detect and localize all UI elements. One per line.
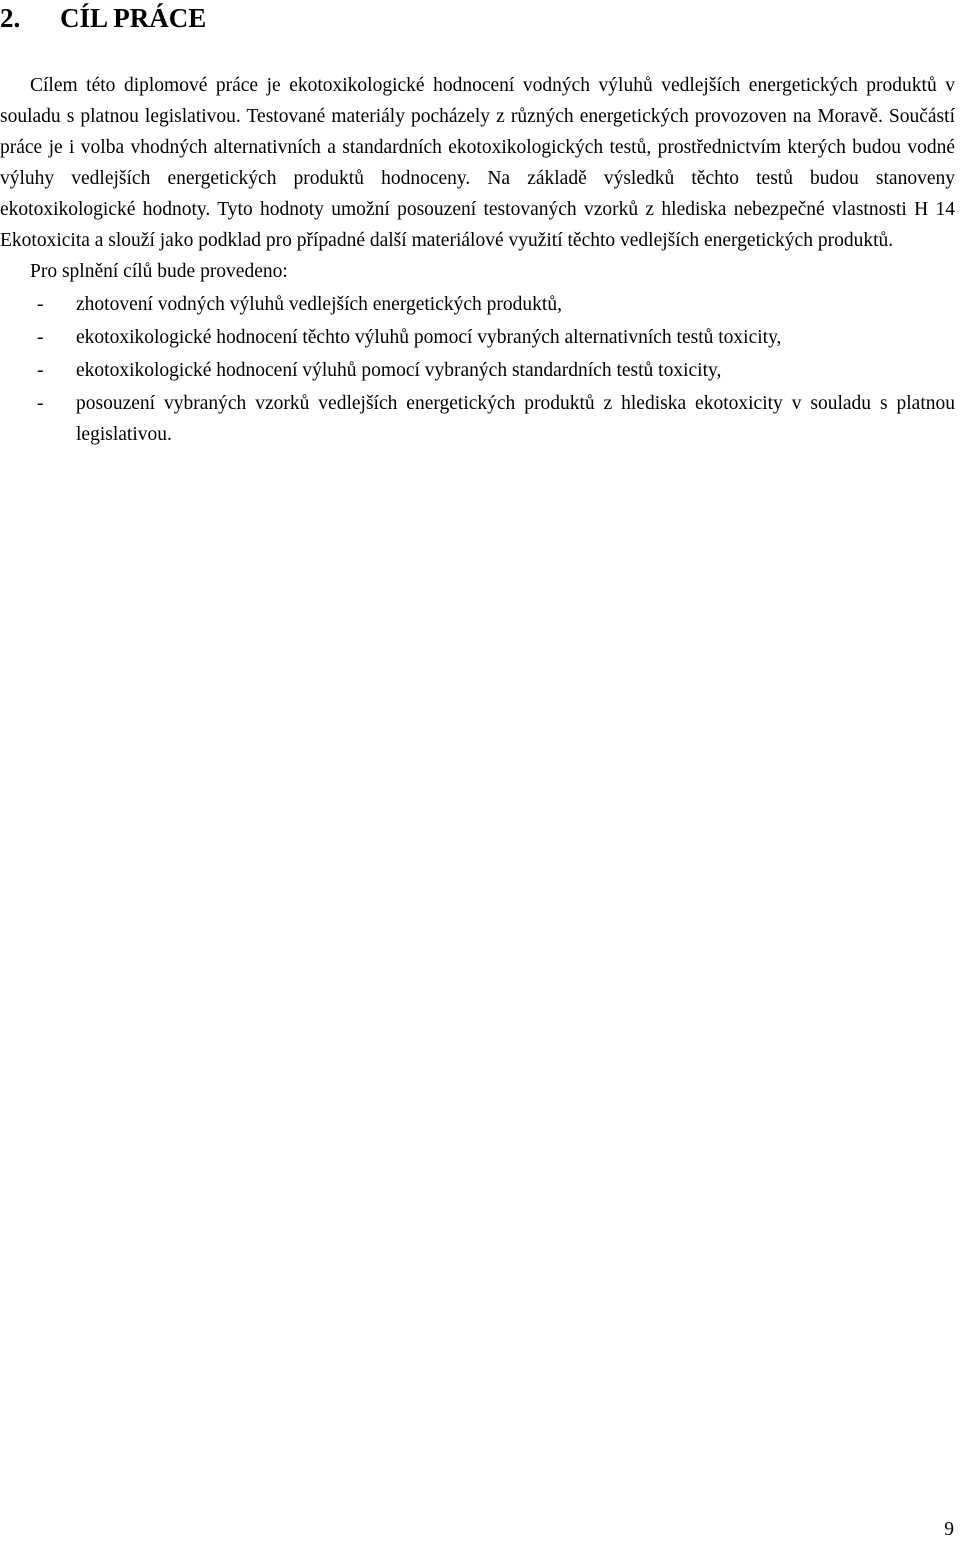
list-item-text: ekotoxikologické hodnocení těchto výluhů pomocí vybraných alternativních testů toxicity,: [76, 327, 782, 348]
chapter-title: CÍL PRÁCE: [60, 3, 207, 33]
list-item-text: posouzení vybraných vzorků vedlejších energetických produktů z hlediska ekotoxicity v souladu s platnou legislativou.: [76, 393, 955, 445]
list-intro: Pro splnění cílů bude provedeno:: [30, 261, 288, 282]
page-number: 9: [944, 1519, 954, 1540]
chapter-body: [0, 43, 955, 450]
chapter-heading: [0, 2, 206, 34]
list-dash: -: [37, 360, 44, 381]
list-item: [0, 322, 955, 353]
goals-list: [0, 289, 955, 450]
list-item-text: zhotovení vodných výluhů vedlejších energetických produktů,: [76, 294, 562, 315]
body-paragraph: Cílem této diplomové práce je ekotoxikologické hodnocení vodných výluhů vedlejších energetických produktů v souladu s platnou legislativou. Testované materiály pocházely z různých energetických provozoven na Moravě. Součástí práce je i volba vhodných alternativních a standardních ekotoxikologických testů, prostřednictvím kterých budou vodné výluhy vedlejších energetických produktů hodnoceny. Na základě výsledků těchto testů budou stanoveny ekotoxikologické hodnoty. Tyto hodnoty umožní posouzení testovaných vzorků z hlediska nebezpečné vlastnosti H 14 Ekotoxicita a slouží jako podklad pro případné další materiálové využití těchto vedlejších energetických produktů.: [0, 75, 955, 251]
list-item-text: ekotoxikologické hodnocení výluhů pomocí vybraných standardních testů toxicity,: [76, 360, 722, 381]
list-item: [0, 388, 955, 450]
chapter-number: 2.: [0, 3, 21, 33]
list-dash: -: [37, 294, 44, 315]
list-item: [0, 289, 955, 320]
list-item: [0, 355, 955, 386]
list-dash: -: [37, 327, 44, 348]
list-dash: -: [37, 393, 44, 414]
